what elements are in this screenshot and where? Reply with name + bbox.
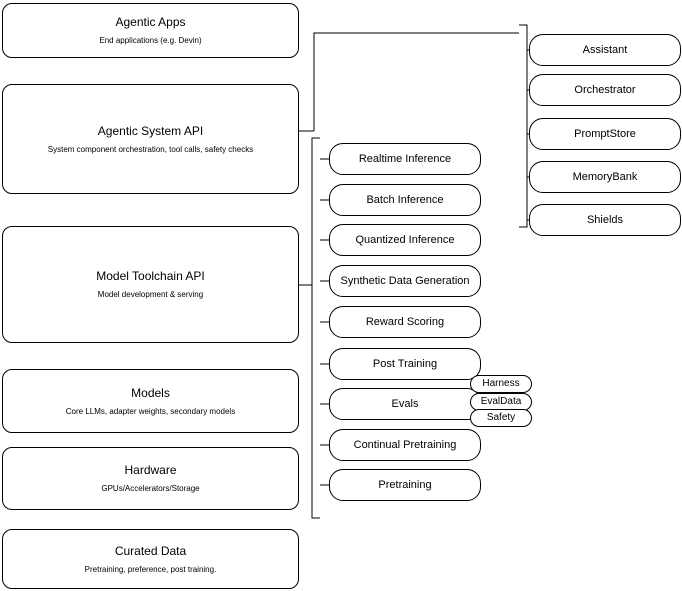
stack-layer-subtitle: Model development & serving (97, 290, 204, 299)
stack-layer-subtitle: Core LLMs, adapter weights, secondary models (65, 406, 236, 416)
stack-layer-curated-data[interactable] (2, 529, 299, 589)
toolchain-component-label: Reward Scoring (365, 316, 445, 328)
agentic-component-label: MemoryBank (572, 171, 638, 183)
toolchain-component-evals[interactable] (329, 388, 481, 420)
toolchain-component-realtime-inference[interactable] (329, 143, 481, 175)
stack-layer-title: Models (131, 385, 170, 400)
toolchain-component-label: Batch Inference (366, 194, 444, 206)
bracket-toolchain (312, 138, 320, 518)
agentic-component-shields[interactable] (529, 204, 681, 236)
toolchain-component-label: Continual Pretraining (353, 439, 457, 451)
toolchain-component-batch-inference[interactable] (329, 184, 481, 216)
stack-layer-title: Hardware (124, 463, 177, 477)
eval-subcomponent-safety[interactable] (470, 409, 532, 427)
toolchain-component-continual-pretraining[interactable] (329, 429, 481, 461)
agentic-component-memorybank[interactable] (529, 161, 681, 193)
toolchain-component-label: Realtime Inference (358, 153, 452, 165)
toolchain-component-post-training[interactable] (329, 348, 481, 380)
toolchain-component-reward-scoring[interactable] (329, 306, 481, 338)
eval-subcomponent-label: Safety (486, 412, 516, 423)
agentic-component-assistant[interactable] (529, 34, 681, 66)
toolchain-component-label: Post Training (372, 358, 438, 370)
toolchain-component-label: Evals (391, 398, 419, 410)
agentic-component-orchestrator[interactable] (529, 74, 681, 106)
toolchain-component-quantized-inference[interactable] (329, 224, 481, 256)
stack-layer-title: Model Toolchain API (96, 269, 205, 283)
toolchain-component-label: Synthetic Data Generation (340, 275, 470, 287)
stack-layer-agentic-system-api[interactable] (2, 84, 299, 194)
stack-layer-subtitle: GPUs/Accelerators/Storage (101, 484, 200, 493)
stack-layer-title: Agentic System API (97, 123, 204, 138)
agentic-component-label: Orchestrator (574, 84, 636, 96)
agentic-component-label: PromptStore (574, 128, 636, 140)
stack-layer-models[interactable] (2, 369, 299, 433)
stack-layer-model-toolchain-api[interactable] (2, 226, 299, 343)
eval-subcomponent-label: EvalData (480, 396, 522, 407)
connector-agentic-branch (314, 33, 519, 131)
stack-layer-title: Agentic Apps (115, 15, 186, 29)
stack-layer-subtitle: End applications (e.g. Devin) (99, 36, 202, 45)
stack-layer-subtitle: System component orchestration, tool calls, safety checks (47, 144, 254, 154)
toolchain-component-label: Pretraining (378, 479, 432, 491)
bracket-agentic (519, 25, 527, 227)
eval-subcomponent-harness[interactable] (470, 375, 532, 393)
stack-layer-subtitle: Pretraining, preference, post training. (84, 564, 217, 574)
eval-subcomponent-label: Harness (482, 378, 520, 389)
toolchain-component-pretraining[interactable] (329, 469, 481, 501)
stack-layer-hardware[interactable] (2, 447, 299, 510)
agentic-component-promptstore[interactable] (529, 118, 681, 150)
agentic-component-label: Shields (586, 214, 624, 226)
stack-layer-agentic-apps[interactable] (2, 3, 299, 58)
stack-layer-title: Curated Data (114, 543, 187, 558)
agentic-component-label: Assistant (582, 44, 628, 56)
toolchain-component-synthetic-data-generation[interactable] (329, 265, 481, 297)
toolchain-component-label: Quantized Inference (355, 234, 455, 246)
